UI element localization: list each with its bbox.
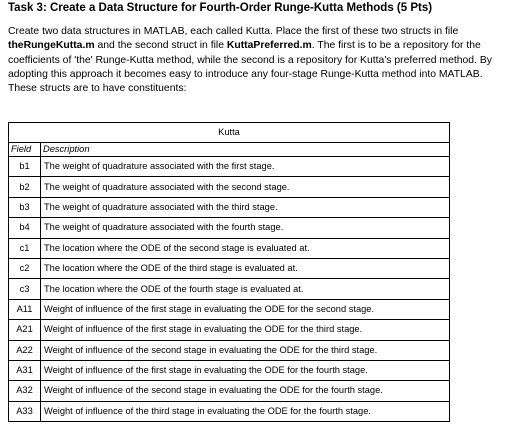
field-cell: A31 — [9, 360, 41, 380]
intro-paragraph — [8, 25, 513, 96]
table-title: Kutta — [9, 123, 450, 143]
file-name-2: KuttaPreferred.m — [226, 40, 312, 52]
description-cell: Weight of influence of the first stage in evaluating the ODE for the second stage. — [41, 299, 450, 319]
description-cell: The location where the ODE of the second stage is evaluated at. — [41, 238, 450, 258]
field-cell: A21 — [9, 320, 41, 340]
description-cell: The location where the ODE of the fourth stage is evaluated at. — [41, 279, 450, 299]
field-cell: A32 — [9, 381, 41, 401]
field-cell: b3 — [9, 197, 41, 217]
table-row — [9, 340, 450, 360]
header-description: Description — [41, 143, 450, 157]
field-cell: b2 — [9, 177, 41, 197]
table-row — [9, 320, 450, 340]
field-cell: A22 — [9, 340, 41, 360]
intro-rest: . The first is to be a repository for the coefficients of 'the' Runge-Kutta method, while the second is a repository for Kutta's preferred method. By adopting this approach it becomes easy to introduce any four-stage Runge-Kutta method into MATLAB. These structs are to have constituents: — [8, 40, 492, 95]
field-cell: A33 — [9, 401, 41, 421]
description-cell: The weight of quadrature associated with the fourth stage. — [41, 218, 450, 238]
description-cell: Weight of influence of the second stage in evaluating the ODE for the third stage. — [41, 340, 450, 360]
header-field: Field — [9, 143, 41, 157]
intro-line1: Create two data structures in MATLAB, each called Kutta. Place the first of these two structs in file — [8, 26, 459, 37]
table-row — [9, 218, 450, 238]
table-row — [9, 279, 450, 299]
description-cell: Weight of influence of the first stage in evaluating the ODE for the third stage. — [41, 320, 450, 340]
description-cell: The weight of quadrature associated with the third stage. — [41, 197, 450, 217]
description-cell: The location where the ODE of the third stage is evaluated at. — [41, 258, 450, 278]
table-row — [9, 197, 450, 217]
file-name-1: theRungeKutta.m — [8, 40, 95, 52]
table-title-row — [9, 123, 450, 143]
field-cell: A11 — [9, 299, 41, 319]
field-cell: b1 — [9, 157, 41, 177]
intro-mid1: and the second struct in file — [94, 40, 227, 52]
description-cell: The weight of quadrature associated with the second stage. — [41, 177, 450, 197]
table-row — [9, 299, 450, 319]
field-cell: c3 — [9, 279, 41, 299]
description-cell: Weight of influence of the second stage in evaluating the ODE for the fourth stage. — [41, 381, 450, 401]
description-cell: The weight of quadrature associated with the first stage. — [41, 157, 450, 177]
description-cell: Weight of influence of the first stage in evaluating the ODE for the fourth stage. — [41, 360, 450, 380]
table-row — [9, 401, 450, 421]
task-heading: Task 3: Create a Data Structure for Fourth-Order Runge-Kutta Methods (5 Pts) — [8, 2, 433, 14]
table-row — [9, 258, 450, 278]
table-row — [9, 157, 450, 177]
field-cell: b4 — [9, 218, 41, 238]
table-row — [9, 177, 450, 197]
description-cell: Weight of influence of the third stage in evaluating the ODE for the fourth stage. — [41, 401, 450, 421]
kutta-table — [8, 122, 450, 422]
field-cell: c2 — [9, 258, 41, 278]
table-row — [9, 381, 450, 401]
table-row — [9, 238, 450, 258]
table-row — [9, 360, 450, 380]
table-header-row — [9, 143, 450, 157]
field-cell: c1 — [9, 238, 41, 258]
